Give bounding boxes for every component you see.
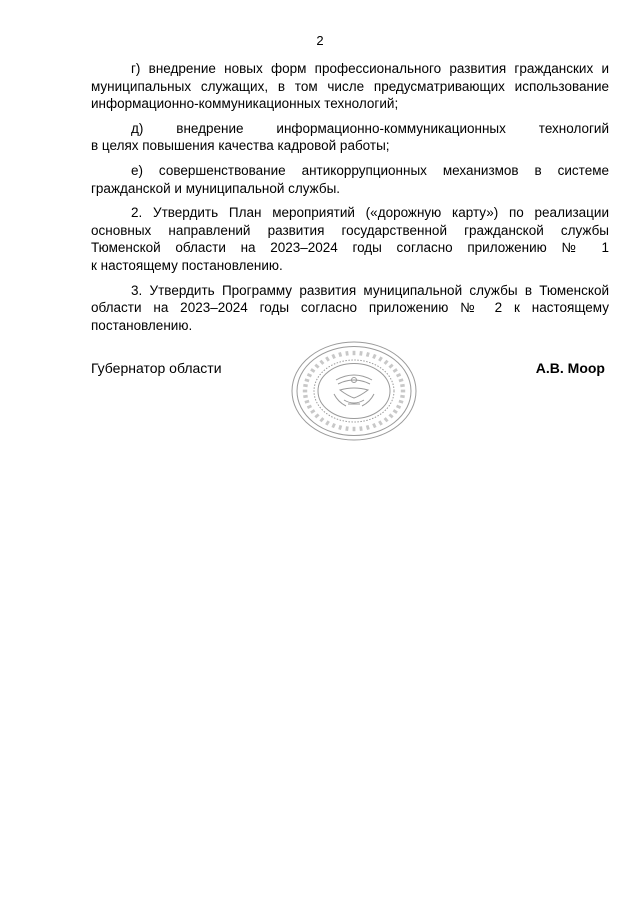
text-line: муниципальных служащих, в том числе предусматривающих использование (91, 78, 609, 94)
text-line: области на 2023–2024 годы согласно приложению № 2 к настоящему (91, 300, 609, 316)
signer-name: А.В. Моор (535, 360, 605, 376)
paragraph-item-e (91, 162, 609, 197)
text-line: гражданской и муниципальной службы. (91, 180, 341, 196)
text-line: е) совершенствование антикоррупционных механизмов в системе (131, 162, 609, 178)
paragraph-item-d (91, 120, 609, 155)
signer-title: Губернатор области (91, 360, 222, 376)
text-line: д) внедрение информационно-коммуникационных технологий (131, 120, 609, 136)
paragraph-item-g (91, 60, 609, 113)
text-line: 3. Утвердить Программу развития муниципальной службы в Тюменской (131, 282, 609, 298)
text-line: 2. Утвердить План мероприятий («дорожную карту») по реализации (131, 205, 609, 221)
text-line: г) внедрение новых форм профессионального развития гражданских и (131, 61, 609, 76)
text-line: в целях повышения качества кадровой работы; (91, 138, 390, 154)
text-line: информационно-коммуникационных технологий; (91, 96, 399, 112)
text-line: постановлению. (91, 317, 193, 333)
text-line: основных направлений развития государственной гражданской службы (91, 222, 609, 238)
paragraph-clause-3 (91, 282, 609, 335)
page-number: 2 (316, 33, 324, 48)
text-line: к настоящему постановлению. (91, 257, 283, 273)
document-body (91, 60, 609, 341)
paragraph-clause-2 (91, 204, 609, 274)
official-seal-icon (290, 340, 418, 442)
text-line: Тюменской области на 2023–2024 годы согласно приложению № 1 (91, 240, 609, 256)
